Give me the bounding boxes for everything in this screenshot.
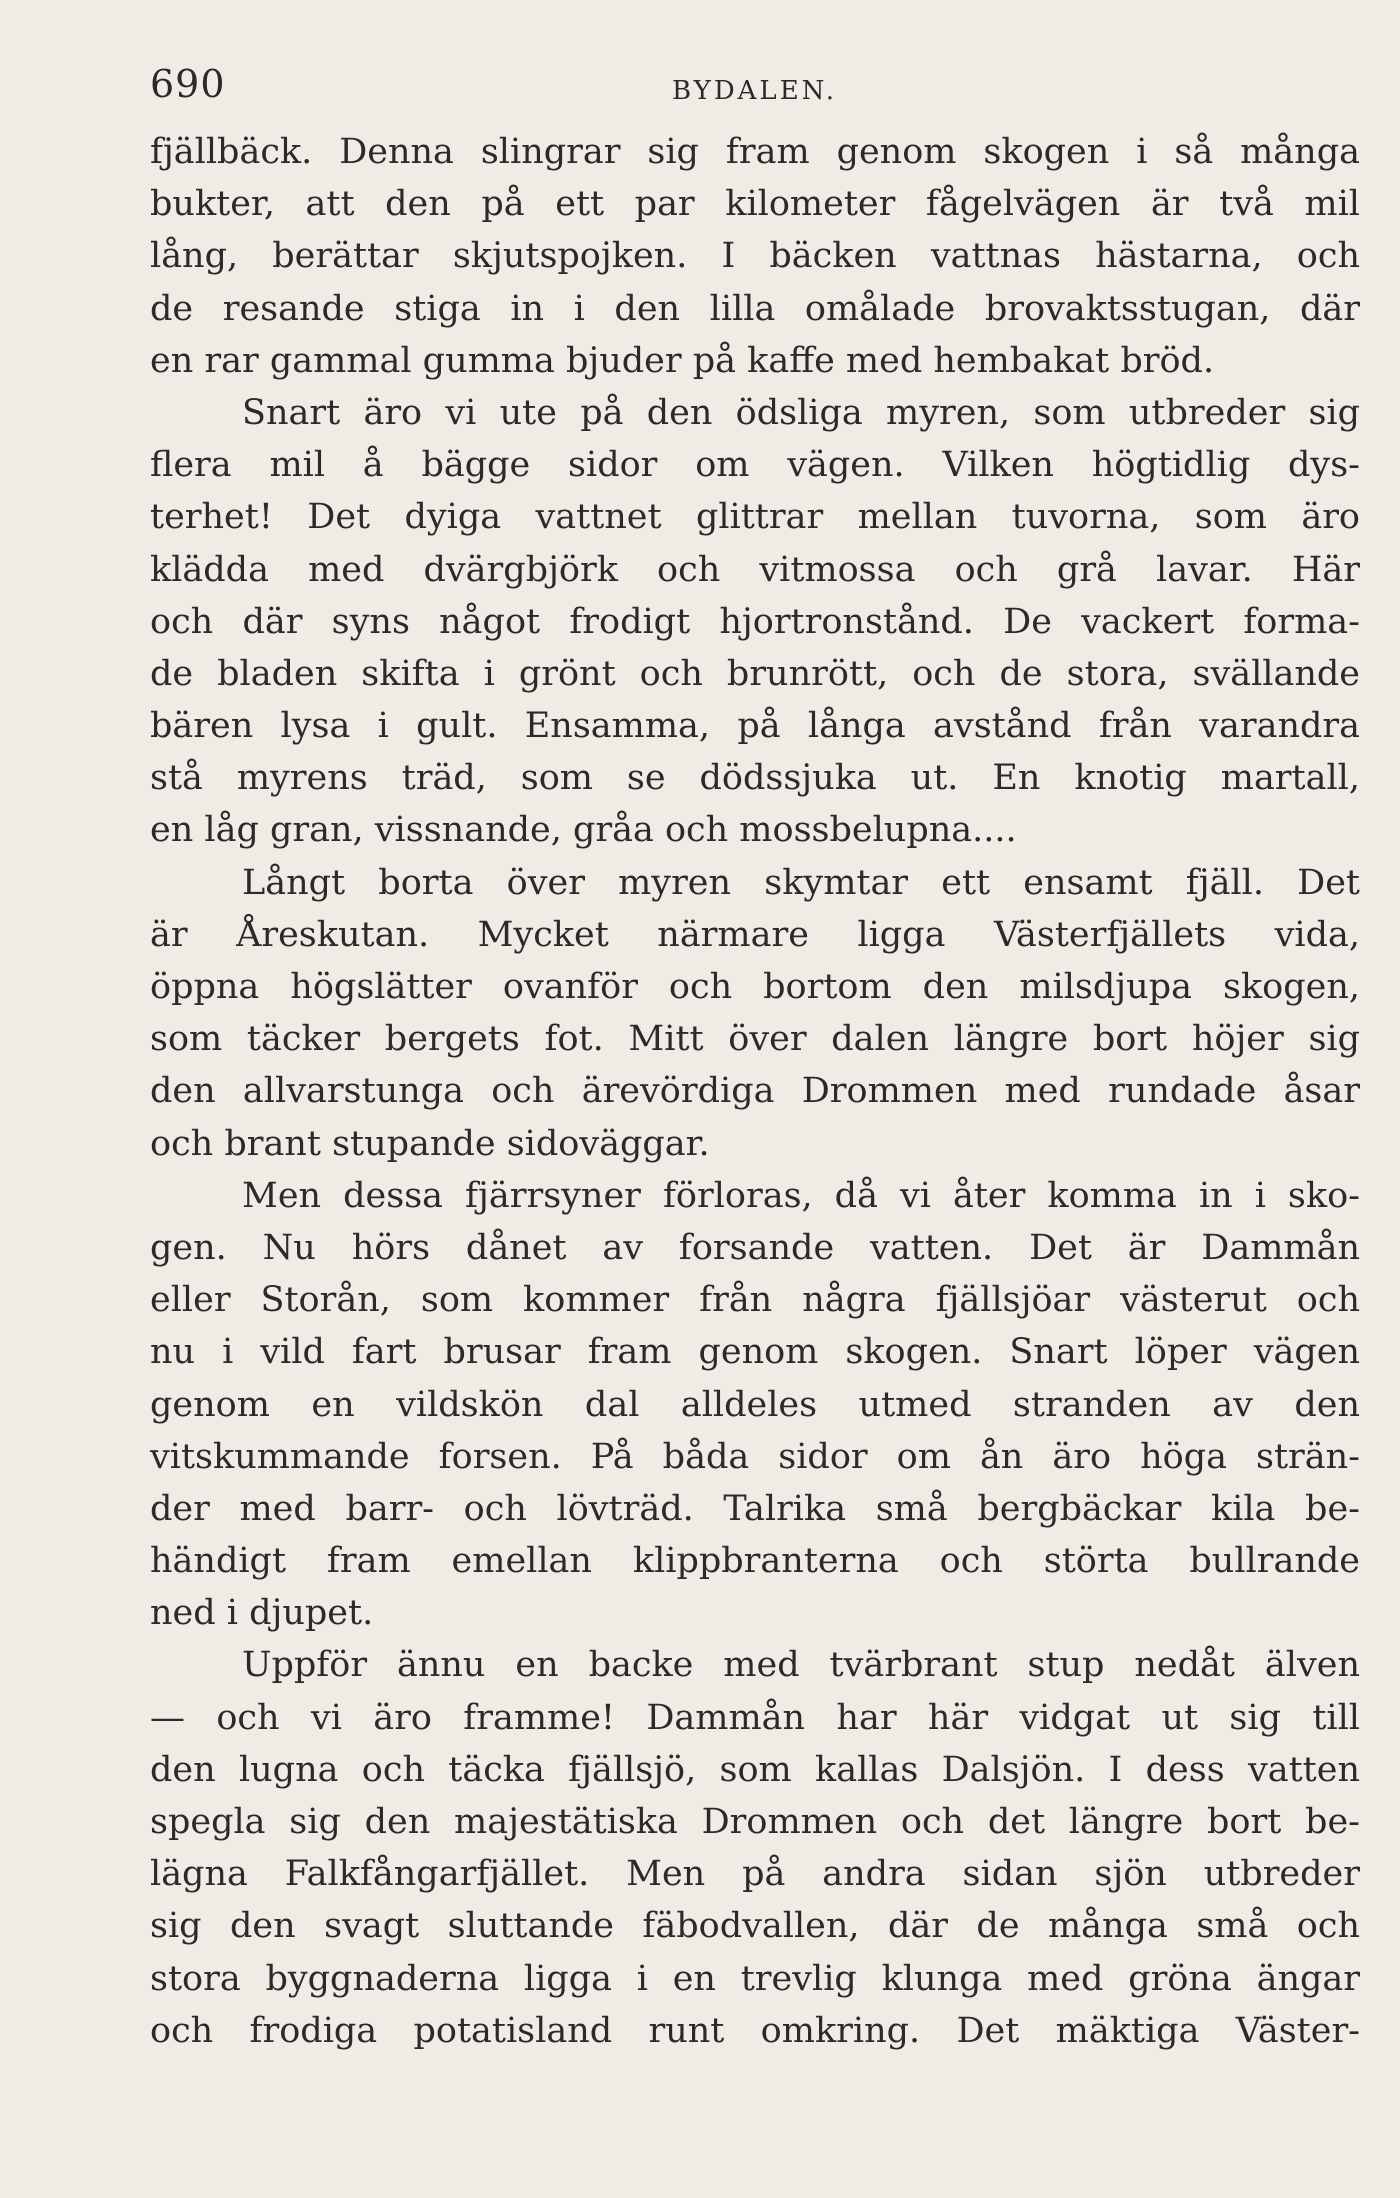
running-head [150,62,1360,122]
text-line: en rar gammal gumma bjuder på kaffe med hembakat bröd. [150,340,1215,381]
text-line: och frodiga potatisland runt omkring. Det mäktiga Väster- [150,2010,1360,2051]
text-line: nu i vild fart brusar fram genom skogen. Snart löper vägen [150,1332,1360,1373]
text-line: bären lysa i gult. Ensamma, på långa avstånd från varandra [150,706,1360,747]
text-line: stora byggnaderna ligga i en trevlig klunga med gröna ängar [150,1958,1360,1999]
text-line: stå myrens träd, som se dödssjuka ut. En knotig martall, [150,758,1360,799]
text-line: flera mil å bägge sidor om vägen. Vilken högtidlig dys- [150,445,1360,486]
text-line: Långt borta över myren skymtar ett ensamt fjäll. Det [242,862,1360,903]
text-line: Snart äro vi ute på den ödsliga myren, som utbreder sig [242,392,1360,433]
text-line: öppna högslätter ovanför och bortom den milsdjupa skogen, [150,967,1360,1007]
text-line: der med barr- och lövträd. Talrika små bergbäckar kila be- [150,1488,1360,1529]
text-line: ned i djupet. [150,1593,374,1634]
text-line: fjällbäck. Denna slingrar sig fram genom skogen i så många [150,132,1360,172]
text-line: klädda med dvärgbjörk och vitmossa och grå lavar. Här [150,549,1360,590]
text-line: som täcker bergets fot. Mitt över dalen längre bort höjer sig [150,1019,1360,1060]
text-line: lång, berättar skjutspojken. I bäcken vattnas hästarna, och [150,236,1360,277]
text-line: en låg gran, vissnande, gråa och mossbelupna.... [150,810,1017,851]
text-line: bukter, att den på ett par kilometer fågelvägen är två mil [150,184,1360,225]
text-line: — och vi äro framme! Dammån har här vidgat ut sig till [150,1697,1360,1738]
text-line: och brant stupande sidoväggar. [150,1123,710,1164]
text-line: gen. Nu hörs dånet av forsande vatten. Det är Dammån [150,1227,1360,1268]
text-line: lägna Falkfångarfjället. Men på andra sidan sjön utbreder [150,1854,1360,1895]
running-title: BYDALEN. [672,76,838,106]
text-line: vitskummande forsen. På båda sidor om ån äro höga strän- [150,1436,1360,1477]
text-line: Uppför ännu en backe med tvärbrant stup nedåt älven [242,1645,1360,1686]
text-line: genom en vildskön dal alldeles utmed stranden av den [150,1384,1360,1425]
text-line: sig den svagt sluttande fäbodvallen, där de många små och [150,1906,1360,1947]
text-line: händigt fram emellan klippbranterna och störta bullrande [150,1541,1360,1582]
text-line: terhet! Det dyiga vattnet glittrar mellan tuvorna, som äro [150,497,1360,538]
text-line: den lugna och täcka fjällsjö, som kallas Dalsjön. I dess vatten [150,1749,1360,1790]
text-line: Men dessa fjärrsyner förloras, då vi åter komma in i sko- [242,1175,1360,1216]
text-line: och där syns något frodigt hjortronstånd. De vackert forma- [150,601,1360,642]
text-line: eller Storån, som kommer från några fjällsjöar västerut och [150,1280,1360,1321]
text-line: den allvarstunga och ärevördiga Drommen med rundade åsar [150,1071,1360,1112]
text-line: är Åreskutan. Mycket närmare ligga Västerfjällets vida, [150,914,1360,955]
body-text [150,126,1360,2057]
text-line: de bladen skifta i grönt och brunrött, och de stora, svällande [150,653,1360,694]
text-line: de resande stiga in i den lilla omålade brovaktsstugan, där [150,288,1360,329]
page-number: 690 [150,62,226,106]
text-line: spegla sig den majestätiska Drommen och det längre bort be- [150,1802,1360,1842]
